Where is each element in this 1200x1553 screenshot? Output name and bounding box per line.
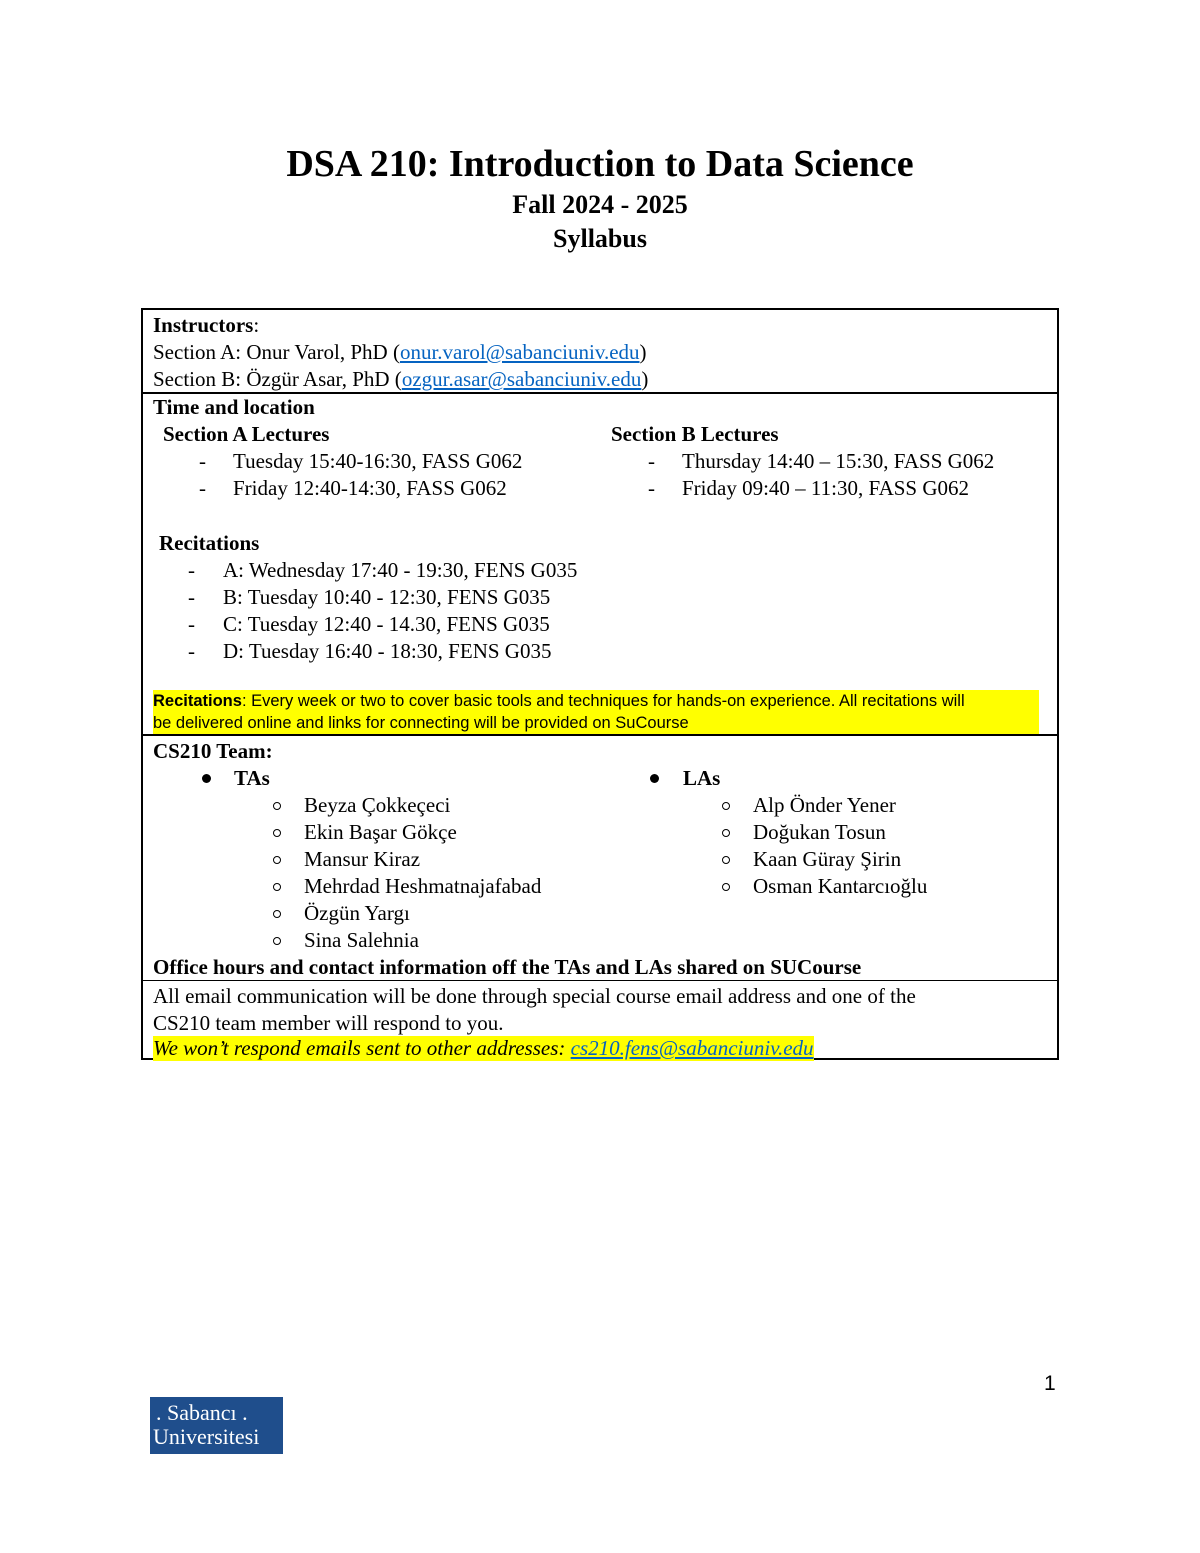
instructor-a-email-link[interactable]: onur.varol@sabanciuniv.edu [399, 340, 640, 364]
list-dash: - [648, 476, 655, 500]
bullet-icon [202, 774, 211, 783]
office-hours-note: Office hours and contact information off the TAs and LAs shared on SUCourse [153, 955, 862, 979]
instructors-heading: Instructors: [153, 313, 260, 337]
circle-bullet-icon [722, 829, 730, 837]
list-dash: - [199, 449, 206, 473]
circle-bullet-icon [722, 856, 730, 864]
ta-member: Özgün Yargı [304, 901, 410, 925]
course-title: DSA 210: Introduction to Data Science [286, 143, 914, 185]
ta-member: Sina Salehnia [304, 928, 419, 952]
section-b-lectures-heading: Section B Lectures [611, 422, 779, 446]
email-warning: We won’t respond emails sent to other addresses: cs210.fens@sabanciuniv.edu [153, 1036, 814, 1060]
recitations-note-line-1: Recitations: Every week or two to cover basic tools and techniques for hands-on experience. All recitations will [153, 692, 965, 710]
recitation-a: A: Wednesday 17:40 - 19:30, FENS G035 [223, 558, 578, 582]
list-dash: - [188, 585, 195, 609]
divider [143, 980, 1057, 981]
section-b-lecture-2: Friday 09:40 – 11:30, FASS G062 [682, 476, 970, 500]
recitation-c: C: Tuesday 12:40 - 14.30, FENS G035 [223, 612, 550, 636]
circle-bullet-icon [273, 829, 281, 837]
recitation-d: D: Tuesday 16:40 - 18:30, FENS G035 [223, 639, 552, 663]
circle-bullet-icon [273, 883, 281, 891]
la-member: Doğukan Tosun [753, 820, 886, 844]
instructor-section-b: Section B: Özgür Asar, PhD (ozgur.asar@sabanciuniv.edu) [153, 367, 649, 391]
instructors-section [143, 310, 1057, 392]
las-label: LAs [683, 766, 721, 790]
ta-member: Mehrdad Heshmatnajafabad [304, 874, 542, 898]
list-dash: - [188, 639, 195, 663]
la-member: Alp Önder Yener [753, 793, 896, 817]
ta-member: Mansur Kiraz [304, 847, 421, 871]
contact-line-1: All email communication will be done through special course email address and one of the [153, 984, 916, 1008]
course-term: Fall 2024 - 2025 [512, 190, 688, 219]
circle-bullet-icon [273, 856, 281, 864]
la-member: Osman Kantarcıoğlu [753, 874, 928, 898]
team-section [143, 736, 1057, 980]
ta-member: Ekin Başar Gökçe [304, 820, 457, 844]
recitations-note-line-2: be delivered online and links for connecting will be provided on SuCourse [153, 714, 689, 732]
circle-bullet-icon [273, 802, 281, 810]
tas-label: TAs [234, 766, 270, 790]
list-dash: - [648, 449, 655, 473]
instructor-section-a: Section A: Onur Varol, PhD (onur.varol@sabanciuniv.edu) [153, 340, 647, 364]
contact-section [143, 982, 1057, 1060]
course-email-link[interactable]: cs210.fens@sabanciuniv.edu [570, 1036, 814, 1060]
syllabus-info-table [141, 308, 1059, 1060]
time-location-heading: Time and location [153, 395, 315, 419]
section-a-lecture-1: Tuesday 15:40-16:30, FASS G062 [233, 449, 523, 473]
section-b-lecture-1: Thursday 14:40 – 15:30, FASS G062 [682, 449, 995, 473]
section-a-lectures-heading: Section A Lectures [163, 422, 330, 446]
document-header [0, 140, 1200, 256]
list-dash: - [199, 476, 206, 500]
recitations-heading: Recitations [159, 531, 260, 555]
document-type: Syllabus [553, 224, 647, 253]
la-member: Kaan Güray Şirin [753, 847, 902, 871]
instructor-b-email-link[interactable]: ozgur.asar@sabanciuniv.edu [401, 367, 642, 391]
section-a-lecture-2: Friday 12:40-14:30, FASS G062 [233, 476, 507, 500]
ta-member: Beyza Çokkeçeci [304, 793, 451, 817]
circle-bullet-icon [273, 937, 281, 945]
list-dash: - [188, 558, 195, 582]
logo-line-2: Universitesi [153, 1424, 260, 1449]
university-logo [150, 1397, 283, 1454]
circle-bullet-icon [722, 883, 730, 891]
contact-line-2: CS210 team member will respond to you. [153, 1011, 504, 1035]
team-heading: CS210 Team: [153, 739, 273, 763]
recitation-b: B: Tuesday 10:40 - 12:30, FENS G035 [223, 585, 551, 609]
circle-bullet-icon [722, 802, 730, 810]
bullet-icon [650, 774, 659, 783]
logo-line-1: . Sabancı . [156, 1400, 248, 1425]
circle-bullet-icon [273, 910, 281, 918]
list-dash: - [188, 612, 195, 636]
page-number: 1 [1044, 1372, 1056, 1395]
time-location-section [143, 394, 1057, 734]
